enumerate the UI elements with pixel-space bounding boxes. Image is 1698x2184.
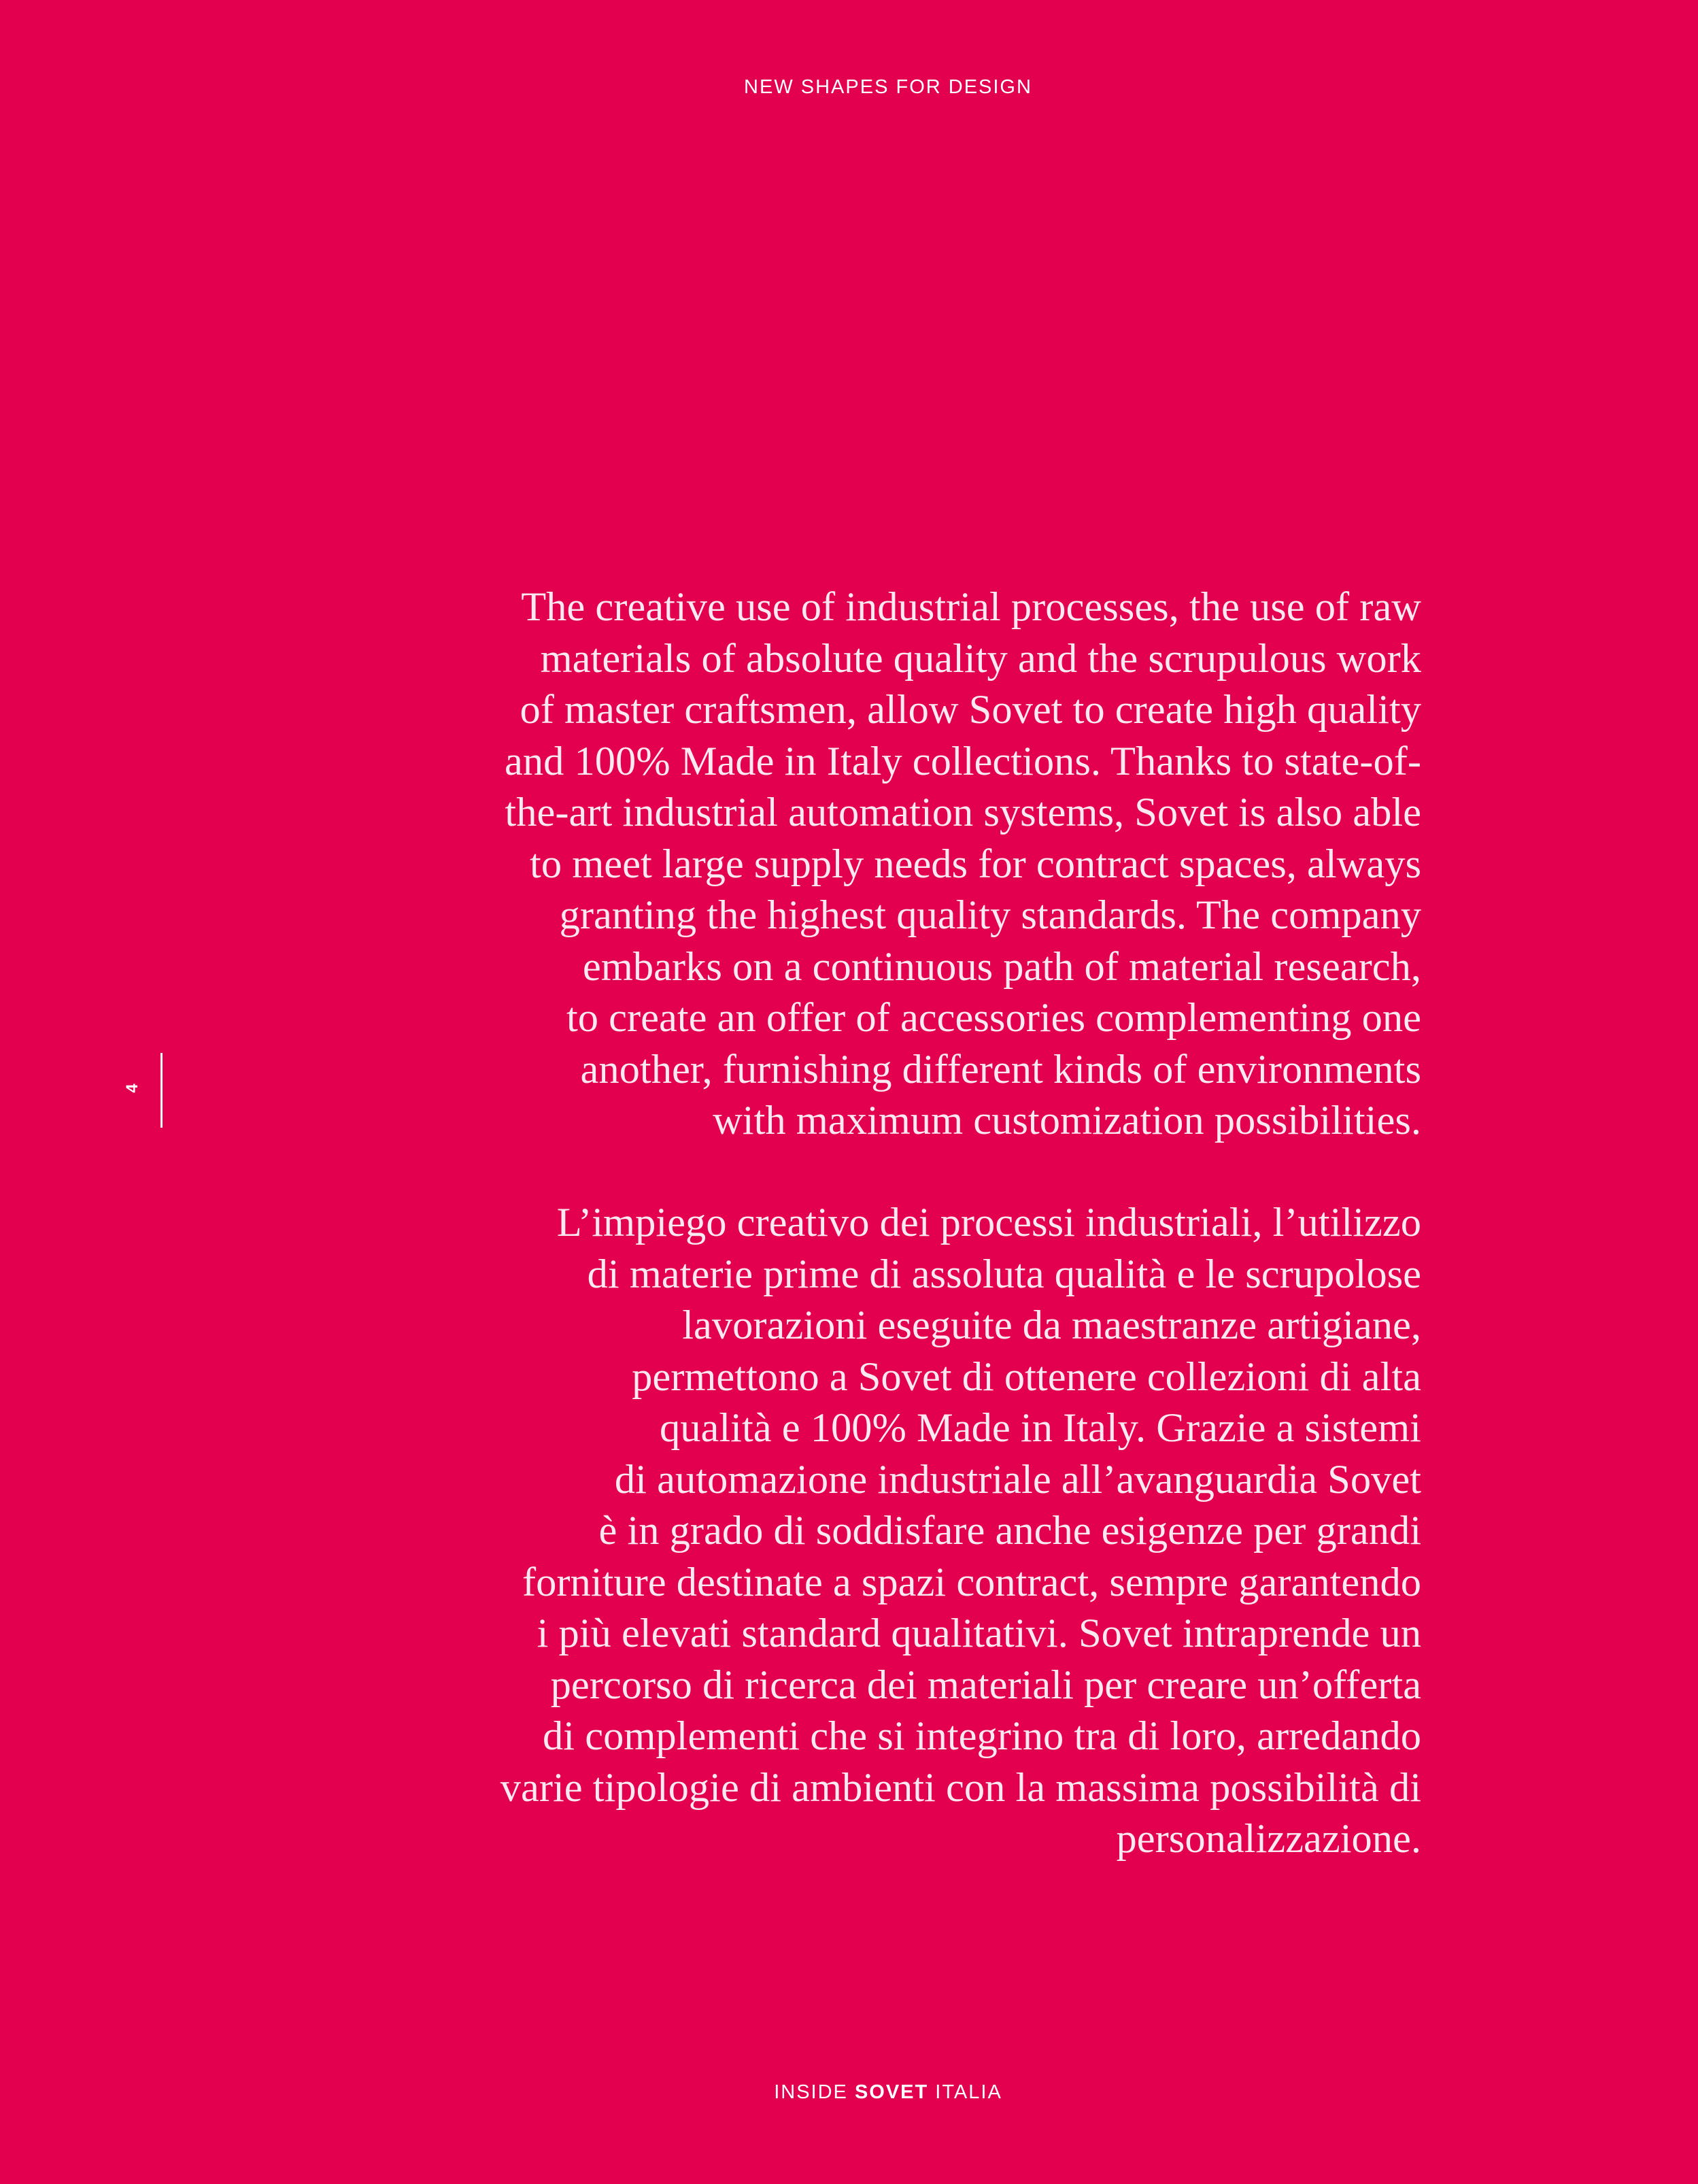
paragraph-line: forniture destinate a spazi contract, sempre garantendo bbox=[522, 1559, 1421, 1605]
paragraph-line: i più elevati standard qualitativi. Sovet intraprende un bbox=[537, 1611, 1421, 1656]
paragraph-line: embarks on a continuous path of material research, bbox=[582, 943, 1421, 990]
paragraph-line: permettono a Sovet di ottenere collezioni di alta bbox=[632, 1354, 1421, 1400]
paragraph-line: personalizzazione. bbox=[1116, 1816, 1421, 1862]
paragraph-line: granting the highest quality standards. The company bbox=[559, 892, 1421, 938]
paragraph-line: another, furnishing different kinds of environments bbox=[580, 1046, 1421, 1092]
paragraph-line: L’impiego creativo dei processi industriali, l’utilizzo bbox=[556, 1200, 1421, 1245]
paragraph-line: to create an offer of accessories complementing one bbox=[566, 995, 1421, 1041]
footer-suffix: ITALIA bbox=[928, 2081, 1002, 2103]
english-paragraph bbox=[340, 582, 1421, 1147]
paragraph-line: the-art industrial automation systems, Sovet is also able bbox=[505, 790, 1421, 835]
running-header: NEW SHAPES FOR DESIGN bbox=[744, 76, 1032, 98]
footer-brand: SOVET bbox=[854, 2081, 929, 2103]
paragraph-line: di automazione industriale all’avanguardia Sovet bbox=[614, 1456, 1421, 1502]
paragraph-line: with maximum customization possibilities. bbox=[713, 1098, 1421, 1143]
paragraph-line: di complementi che si integrino tra di loro, arredando bbox=[543, 1713, 1421, 1759]
paragraph-line: and 100% Made in Italy collections. Thanks to state-of- bbox=[504, 738, 1421, 784]
paragraph-line: percorso di ricerca dei materiali per creare un’offerta bbox=[550, 1662, 1421, 1708]
italian-paragraph bbox=[340, 1197, 1421, 1865]
paragraph-line: The creative use of industrial processes, the use of raw bbox=[521, 584, 1421, 630]
paragraph-line: lavorazioni eseguite da maestranze artigiane, bbox=[682, 1303, 1421, 1348]
running-footer bbox=[0, 2081, 1698, 2104]
page-number-rule bbox=[160, 1053, 163, 1128]
paragraph-line: of master craftsmen, allow Sovet to create high quality bbox=[520, 687, 1421, 733]
page-number: 4 bbox=[123, 1083, 141, 1093]
paragraph-line: materials of absolute quality and the scrupulous work bbox=[540, 635, 1421, 682]
paragraph-line: di materie prime di assoluta qualità e le scrupolose bbox=[587, 1251, 1421, 1297]
paragraph-line: è in grado di soddisfare anche esigenze per grandi bbox=[598, 1508, 1421, 1553]
paragraph-line: to meet large supply needs for contract spaces, always bbox=[530, 841, 1421, 887]
paragraph-line: qualità e 100% Made in Italy. Grazie a sistemi bbox=[660, 1405, 1421, 1451]
paragraph-line: varie tipologie di ambienti con la massima possibilità di bbox=[500, 1764, 1421, 1811]
footer-prefix: INSIDE bbox=[774, 2081, 855, 2103]
